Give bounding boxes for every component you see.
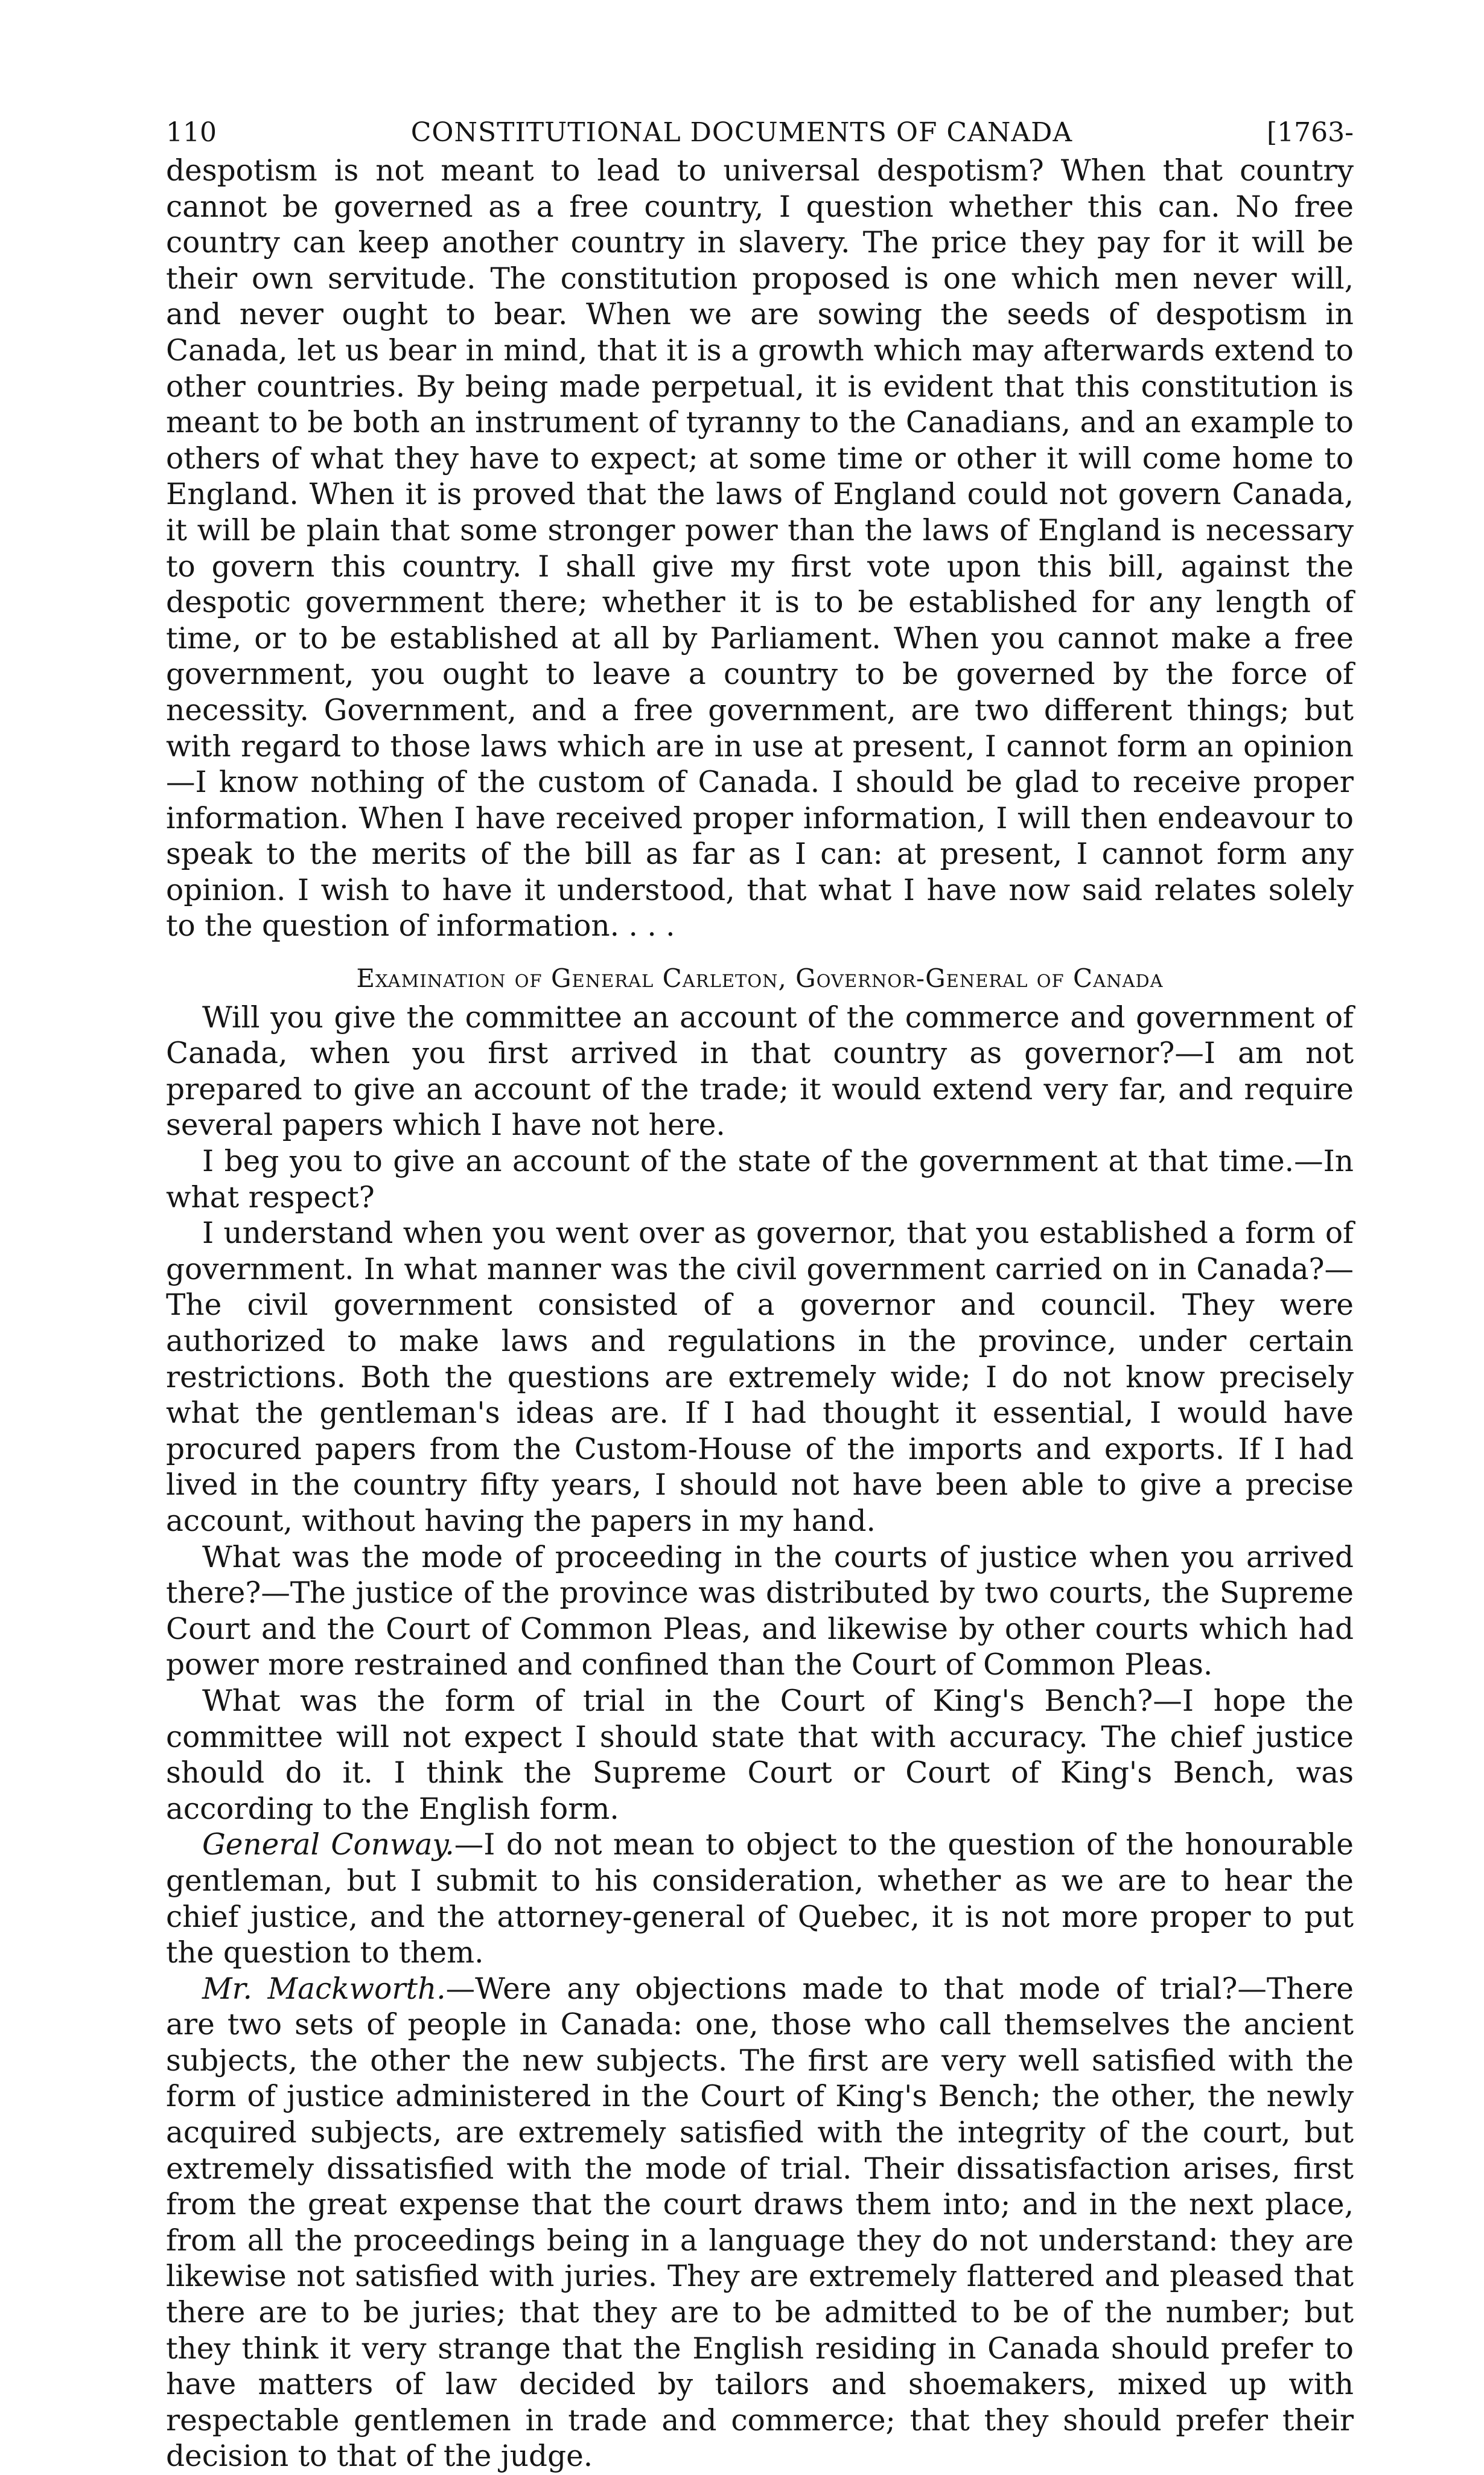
- speaker-conway: General Conway.: [202, 1828, 454, 1862]
- question-paragraph-2: I beg you to give an account of the state of the government at that time.—In what respect?: [166, 1145, 1354, 1215]
- conway-text: —I do not mean to object to the question of the honourable gentleman, but I submit to his consideration, whether as we are to hear the chief justice, and the attorney-general of Quebec, it is not more proper to put the question to them.: [166, 1828, 1354, 1970]
- conway-paragraph: [166, 1827, 1354, 1971]
- mackworth-paragraph: [166, 1972, 1354, 2475]
- document-page: [166, 115, 1354, 2475]
- question-paragraph-3: I understand when you went over as governor, that you established a form of government. In what manner was the civil government carried on in Canada?—The civil government consisted of a governor and council. They were authorized to make laws and regulations in the province, under certain restrictions. Both the questions are extremely wide; I do not know precisely what the gentleman's ideas are. If I had thought it essential, I would have procured papers from the Custom-House of the imports and exports. If I had lived in the country fifty years, I should not have been able to give a precise account, without having the papers in my hand.: [166, 1216, 1354, 1538]
- mackworth-text: —Were any objections made to that mode of trial?—There are two sets of people in Canada: one, those who call themselves the ancient subjects, the other the new subjects. The first are very well satisfied with the form of justice administered in the Court of King's Bench; the other, the newly acquired subjects, are extremely satisfied with the integrity of the court, but extremely dissatisfied with the mode of trial. Their dissatisfaction arises, first from the great expense that the court draws them into; and in the next place, from all the proceedings being in a language they do not understand: they are likewise not satisfied with juries. They are extremely flattered and pleased that there are to be juries; that they are to be admitted to be of the number; but they think it very strange that the English residing in Canada should prefer to have matters of law decided by tailors and shoemakers, mixed up with respectable gentlemen in trade and commerce; that they should prefer their decision to that of the judge.: [166, 1972, 1354, 2474]
- running-head: [166, 115, 1354, 151]
- running-title: CONSTITUTIONAL DOCUMENTS OF CANADA: [410, 117, 1073, 148]
- question-paragraph-4: What was the mode of proceeding in the courts of justice when you arrived there?—The justice of the province was distributed by two courts, the Supreme Court and the Court of Common Pleas, and likewise by other courts which had power more restrained and confined than the Court of Common Pleas.: [166, 1540, 1354, 1682]
- body-text: [166, 153, 1354, 2475]
- question-paragraph-1: Will you give the committee an account of the commerce and government of Canada, when you first arrived in that country as governor?—I am not prepared to give an account of the trade; it would extend very far, and require several papers which I have not here.: [166, 1000, 1354, 1143]
- date-range: [1763-: [1266, 117, 1354, 148]
- speaker-mackworth: Mr. Mackworth.: [202, 1972, 446, 2006]
- section-heading: Examination of General Carleton, Governor-General of Canada: [356, 963, 1164, 994]
- continuation-paragraph: despotism is not meant to lead to universal despotism? When that country cannot be governed as a free country, I question whether this can. No free country can keep another country in slavery. The price they pay for it will be their own servitude. The constitution proposed is one which men never will, and never ought to bear. When we are sowing the seeds of despotism in Canada, let us bear in mind, that it is a growth which may afterwards extend to other countries. By being made perpetual, it is evident that this constitution is meant to be both an instrument of tyranny to the Canadians, and an example to others of what they have to expect; at some time or other it will come home to England. When it is proved that the laws of England could not govern Canada, it will be plain that some stronger power than the laws of England is necessary to govern this country. I shall give my first vote upon this bill, against the despotic government there; whether it is to be established for any length of time, or to be established at all by Parliament. When you cannot make a free government, you ought to leave a country to be governed by the force of necessity. Government, and a free government, are two different things; but with regard to those laws which are in use at present, I cannot form an opinion—I know nothing of the custom of Canada. I should be glad to receive proper information. When I have received proper information, I will then endeavour to speak to the merits of the bill as far as I can: at present, I cannot form any opinion. I wish to have it understood, that what I have now said relates solely to the question of information. . . .: [166, 154, 1354, 944]
- page-number: 110: [166, 117, 217, 148]
- question-paragraph-5: What was the form of trial in the Court of King's Bench?—I hope the committee will not expect I should state that with accuracy. The chief justice should do it. I think the Supreme Court or Court of King's Bench, was according to the English form.: [166, 1684, 1354, 1826]
